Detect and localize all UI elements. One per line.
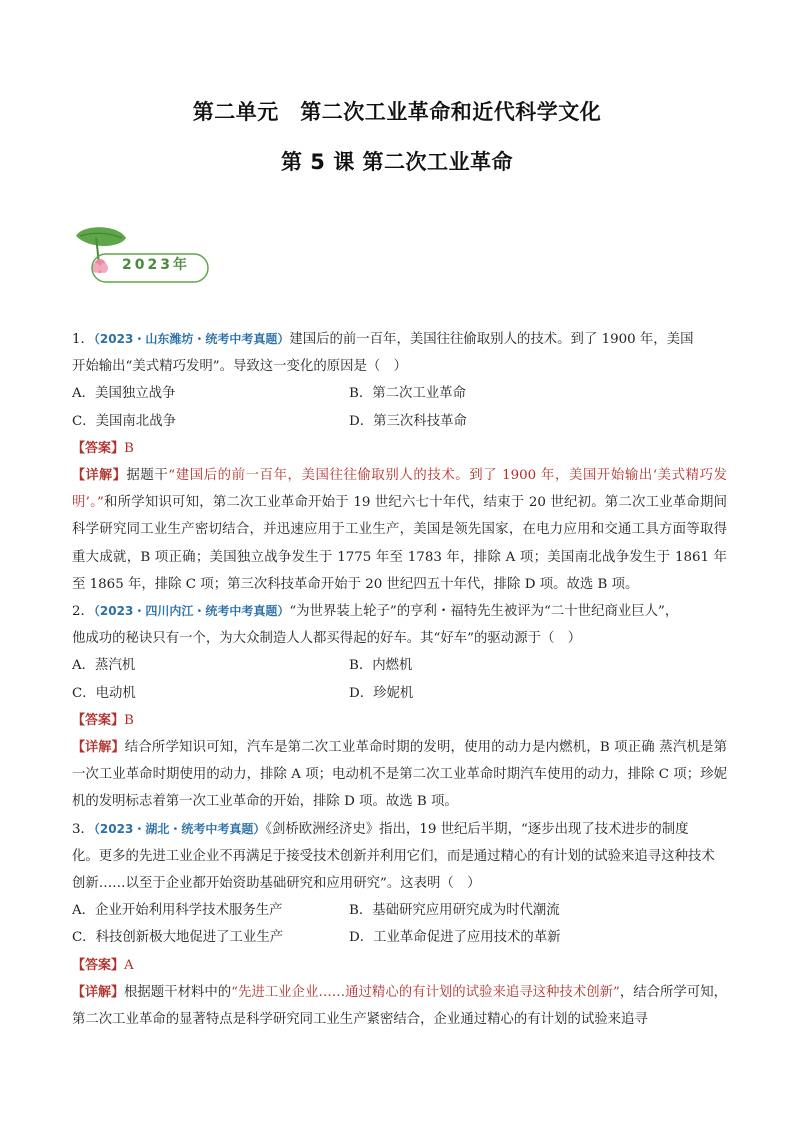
question-stem: 2．（2023・四川内江・统考中考真题）“为世界装上轮子”的亨利・福特先生被评为“二十世纪商业巨人”， (72, 604, 679, 620)
question-2 (72, 598, 727, 816)
question-3 (72, 816, 727, 1034)
question-number: 1． (72, 332, 94, 347)
option-a: A．蒸汽机 (72, 658, 136, 674)
year-label: 2023年 (122, 257, 190, 273)
option-d: D．第三次科技革命 (349, 413, 467, 429)
option-c: C．美国南北战争 (72, 413, 176, 429)
question-number: 2． (72, 604, 94, 620)
option-c: C．电动机 (72, 685, 136, 701)
answer: 【答案】B (72, 712, 134, 728)
unit-title: 第二单元 第二次工业革命和近代科学文化 (192, 100, 602, 124)
options-row (72, 924, 727, 951)
question-number: 3． (72, 821, 94, 837)
option-d: D．珍妮机 (349, 685, 414, 701)
option-c: C．科技创新极大地促进了工业生产 (72, 930, 284, 946)
option-b: B．内燃机 (349, 658, 413, 674)
option-a: A．企业开始利用科学技术服务生产 (72, 903, 283, 919)
year-badge (72, 226, 212, 286)
question-source: （2023・四川内江・统考中考真题） (93, 604, 290, 619)
question-stem-cont: 化。更多的先进工业企业不再满足于接受技术创新并利用它们，而是通过精心的有计划的试验来追寻这种技术创新……以至于企业都开始资助基础研究和应用研究”。这表明（ ） (72, 848, 715, 892)
options-row (72, 652, 727, 679)
options-row (72, 408, 727, 435)
explanation: 【详解】结合所学知识可知，汽车是第二次工业革命时期的发明，使用的动力是内燃机，B 项正确 蒸汽机是第一次工业革命时期使用的动力，排除 A 项；电动机不是第二次工业革命时期汽车使用的动力，排除 C 项；珍妮机的发明标志着第一次工业革命的开始，排除 D 项。故选 B 项。 (72, 740, 727, 810)
options-row (72, 380, 727, 407)
question-stem-cont: 开始输出“美式精巧发明”。导致这一变化的原因是（ ） (72, 359, 408, 375)
options-row (72, 897, 727, 924)
question-list (72, 326, 727, 1033)
lesson-title: 第 5 课 第二次工业革命 (280, 150, 514, 174)
options-row (72, 680, 727, 707)
question-1 (72, 326, 727, 598)
option-a: A．美国独立战争 (72, 386, 176, 402)
question-stem: 3．（2023・湖北・统考中考真题）《剑桥欧洲经济史》指出，19 世纪后半期，“逐步出现了技术进步的制度 (72, 821, 689, 837)
question-source: （2023・山东潍坊・统考中考真题） (93, 332, 290, 346)
question-source: （2023・湖北・统考中考真题） (93, 821, 266, 836)
answer: 【答案】A (72, 957, 134, 973)
answer: 【答案】B (72, 440, 134, 456)
question-stem-cont: 他成功的秘诀只有一个，为大众制造人人都买得起的好车。其“好车”的驱动源于（ ） (72, 631, 582, 647)
option-b: B．第二次工业革命 (349, 386, 466, 402)
option-b: B．基础研究应用研究成为时代潮流 (349, 903, 560, 919)
explanation: 【详解】根据题干材料中的“先进工业企业……通过精心的有计划的试验来追寻这种技术创新”，结合所学可知，第二次工业革命的显著特点是科学研究同工业生产紧密结合，企业通过精心的有计划的试验来追寻 (72, 984, 727, 1028)
question-stem: 1．（2023・山东潍坊・统考中考真题）建国后的前一百年，美国往往偷取别人的技术。到了 1900 年，美国 (72, 332, 694, 347)
explanation: 【详解】据题干“建国后的前一百年，美国往往偷取别人的技术。到了 1900 年，美国开始输出‘美式精巧发明’。”和所学知识可知，第二次工业革命开始于 19 世纪六七十年代，结束于 20 世纪初。第二次工业革命期间科学研究同工业生产密切结合，并迅速应用于工业生产，美国是领先国家，在电力应用和交通工具方面等取得重大成就，B 项正确；美国独立战争发生于 1775 年至 1783 年，排除 A 项；美国南北战争发生于 1861 年至 1865 年，排除 C 项；第三次科技革命开始于 20 世纪四五十年代，排除 D 项。故选 B 项。 (72, 468, 728, 592)
option-d: D．工业革命促进了应用技术的革新 (349, 930, 561, 946)
